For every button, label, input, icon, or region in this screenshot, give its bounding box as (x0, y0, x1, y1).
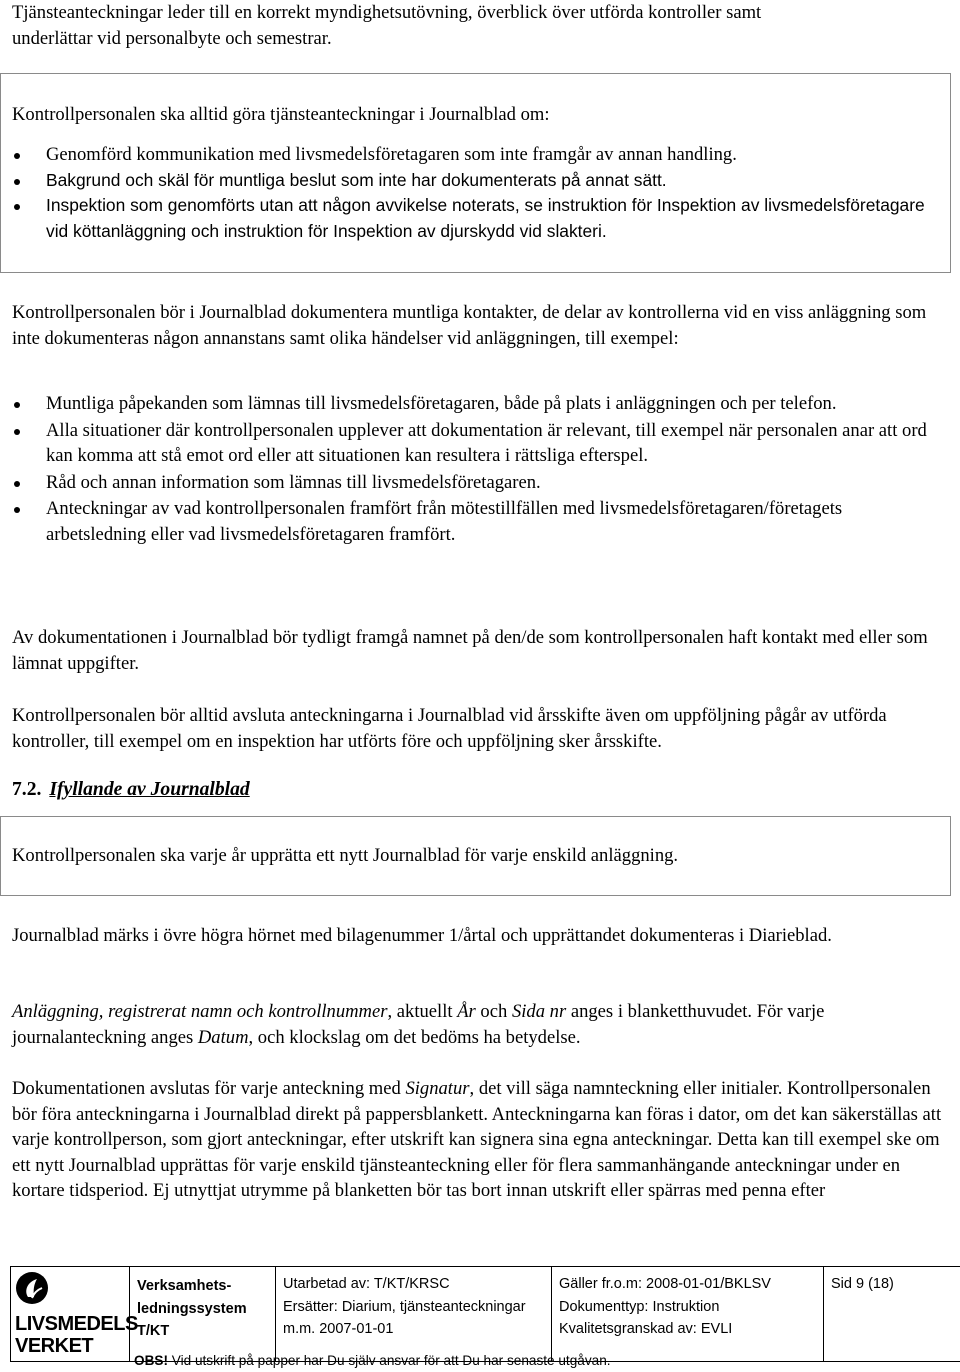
bullet-icon (14, 204, 20, 210)
term-facility: Anläggning, registrerat namn och kontrollnummer (12, 1001, 388, 1022)
bullet-icon (14, 402, 20, 408)
replaces-date: m.m. 2007-01-01 (283, 1321, 394, 1337)
replaces: Ersätter: Diarium, tjänsteanteckningar (283, 1298, 526, 1315)
quality-reviewed-by: Kvalitetsgranskad av: EVLI (559, 1321, 733, 1337)
bullet-icon (14, 429, 20, 435)
paragraph-year-end: Kontrollpersonalen bör alltid avsluta anteckningarna i Journalblad vid årsskifte även om uppföljning pågår av utförda kontroller, till exempel om en inspektion har utförts före och uppföljning sker årsskifte. (12, 705, 887, 752)
bullet-icon (14, 481, 20, 487)
box1-list (12, 142, 932, 244)
paragraph-header-fields: Anläggning, registrerat namn och kontrollnummer, aktuellt År och Sida nr anges i blanketthuvudet. För varje journalanteckning anges Datum, och klockslag om det bedöms ha betydelse. (12, 1001, 825, 1048)
term-signature: Signatur (405, 1078, 470, 1099)
box1-intro: Kontrollpersonalen ska alltid göra tjänsteanteckningar i Journalblad om: (12, 104, 550, 125)
footer-logo-cell (11, 1267, 138, 1362)
footer-system-cell: Verksamhets- ledningssystem T/KT (130, 1267, 276, 1362)
list-item: Alla situationer där kontrollpersonalen upplever att dokumentation är relevant, till exempel när personalen anar att ord kan komma att stå emot ord eller att situationen kan resultera i rättsliga efterspel. (12, 418, 932, 469)
paragraph-marking: Journalblad märks i övre högra hörnet med bilagenummer 1/årtal och upprättandet dokumenteras i Diarieblad. (12, 925, 832, 946)
document-type: Dokumenttyp: Instruktion (559, 1298, 720, 1315)
logo-line-2: VERKET (15, 1334, 94, 1357)
valid-from: Gäller fr.o.m: 2008-01-01/BKLSV (559, 1276, 771, 1292)
list-item: Genomförd kommunikation med livsmedelsföretagaren som inte framgår av annan handling. (12, 142, 932, 168)
print-disclaimer: OBS! Vid utskrift på papper har Du själv ansvar för att Du har senaste utgåvan. (134, 1353, 611, 1368)
intro-paragraph (12, 0, 942, 51)
page-number: Sid 9 (18) (831, 1276, 894, 1292)
section-title: Ifyllande av Journalblad (49, 779, 250, 800)
bullet-icon (14, 507, 20, 513)
box2-text: Kontrollpersonalen ska varje år upprätta ett nytt Journalblad för varje enskild anläggning. (12, 845, 679, 866)
term-date: Datum (197, 1026, 249, 1048)
document-footer (10, 1266, 960, 1362)
footer-authoring-cell (276, 1267, 552, 1362)
term-page: Sida nr (511, 1001, 567, 1022)
paragraph-oral-contacts: Kontrollpersonalen bör i Journalblad dokumentera muntliga kontakter, de delar av kontrollerna vid en viss anläggning som inte dokumenteras någon annanstans samt olika händelser vid anläggningen, till exempel: (12, 302, 927, 349)
footer-validity-cell (552, 1267, 824, 1362)
bullet-icon (14, 153, 20, 159)
examples-list (12, 391, 932, 548)
livsmedelsverket-logo-icon (15, 1271, 55, 1305)
logo-line-1: LIVSMEDELS (15, 1312, 138, 1335)
term-year: År (457, 1001, 476, 1022)
section-number: 7.2. (12, 779, 42, 800)
list-item: Muntliga påpekanden som lämnas till livsmedelsföretagaren, både på plats i anläggningen och per telefon. (12, 391, 932, 417)
intro-line-1: Tjänsteanteckningar leder till en korrekt myndighetsutövning, överblick över utförda kontroller samt (12, 2, 762, 23)
list-item: Råd och annan information som lämnas till livsmedelsföretagaren. (12, 470, 932, 496)
paragraph-contact-names: Av dokumentationen i Journalblad bör tydligt framgå namnet på den/de som kontrollpersonalen haft kontakt med eller som lämnat uppgifter. (12, 627, 928, 674)
list-item: Anteckningar av vad kontrollpersonalen framfört från mötestillfällen med livsmedelsföretagaren/företagets arbetsledning eller vad livsmedelsföretagaren framfört. (12, 496, 932, 547)
section-heading (12, 779, 250, 801)
paragraph-signature: Dokumentationen avslutas för varje anteckning med Signatur, det vill säga namnteckning eller initialer. Kontrollpersonalen bör föra anteckningarna i Journalblad direkt på pappersblankett. Anteckningarna kan föras i dator, om det kan säkerställas att varje kontrollperson, som gjort anteckningar, efter utskrift kan signera sina egna anteckningar. Detta kan till exempel ske om ett nytt Journalblad upprättas för varje enskild tjänsteanteckning eller för flera sammanhängande anteckningar under en kortare tidsperiod. Ej utnyttjat utrymme på blanketten bör tas bort innan utskrift eller spärras med penna efter (12, 1078, 942, 1202)
prepared-by: Utarbetad av: T/KT/KRSC (283, 1276, 450, 1292)
list-item: Inspektion som genomförts utan att någon avvikelse noterats, se instruktion för Inspektion av livsmedelsföretagare vid köttanläggning och instruktion för Inspektion av djurskydd vid slakteri. (12, 193, 932, 244)
bullet-icon (14, 179, 20, 185)
list-item: Bakgrund och skäl för muntliga beslut som inte har dokumenterats på annat sätt. (12, 168, 932, 194)
disclaimer-label: OBS! (134, 1353, 168, 1368)
intro-line-2: underlättar vid personalbyte och semestrar. (12, 27, 332, 49)
footer-page-cell (824, 1267, 960, 1362)
